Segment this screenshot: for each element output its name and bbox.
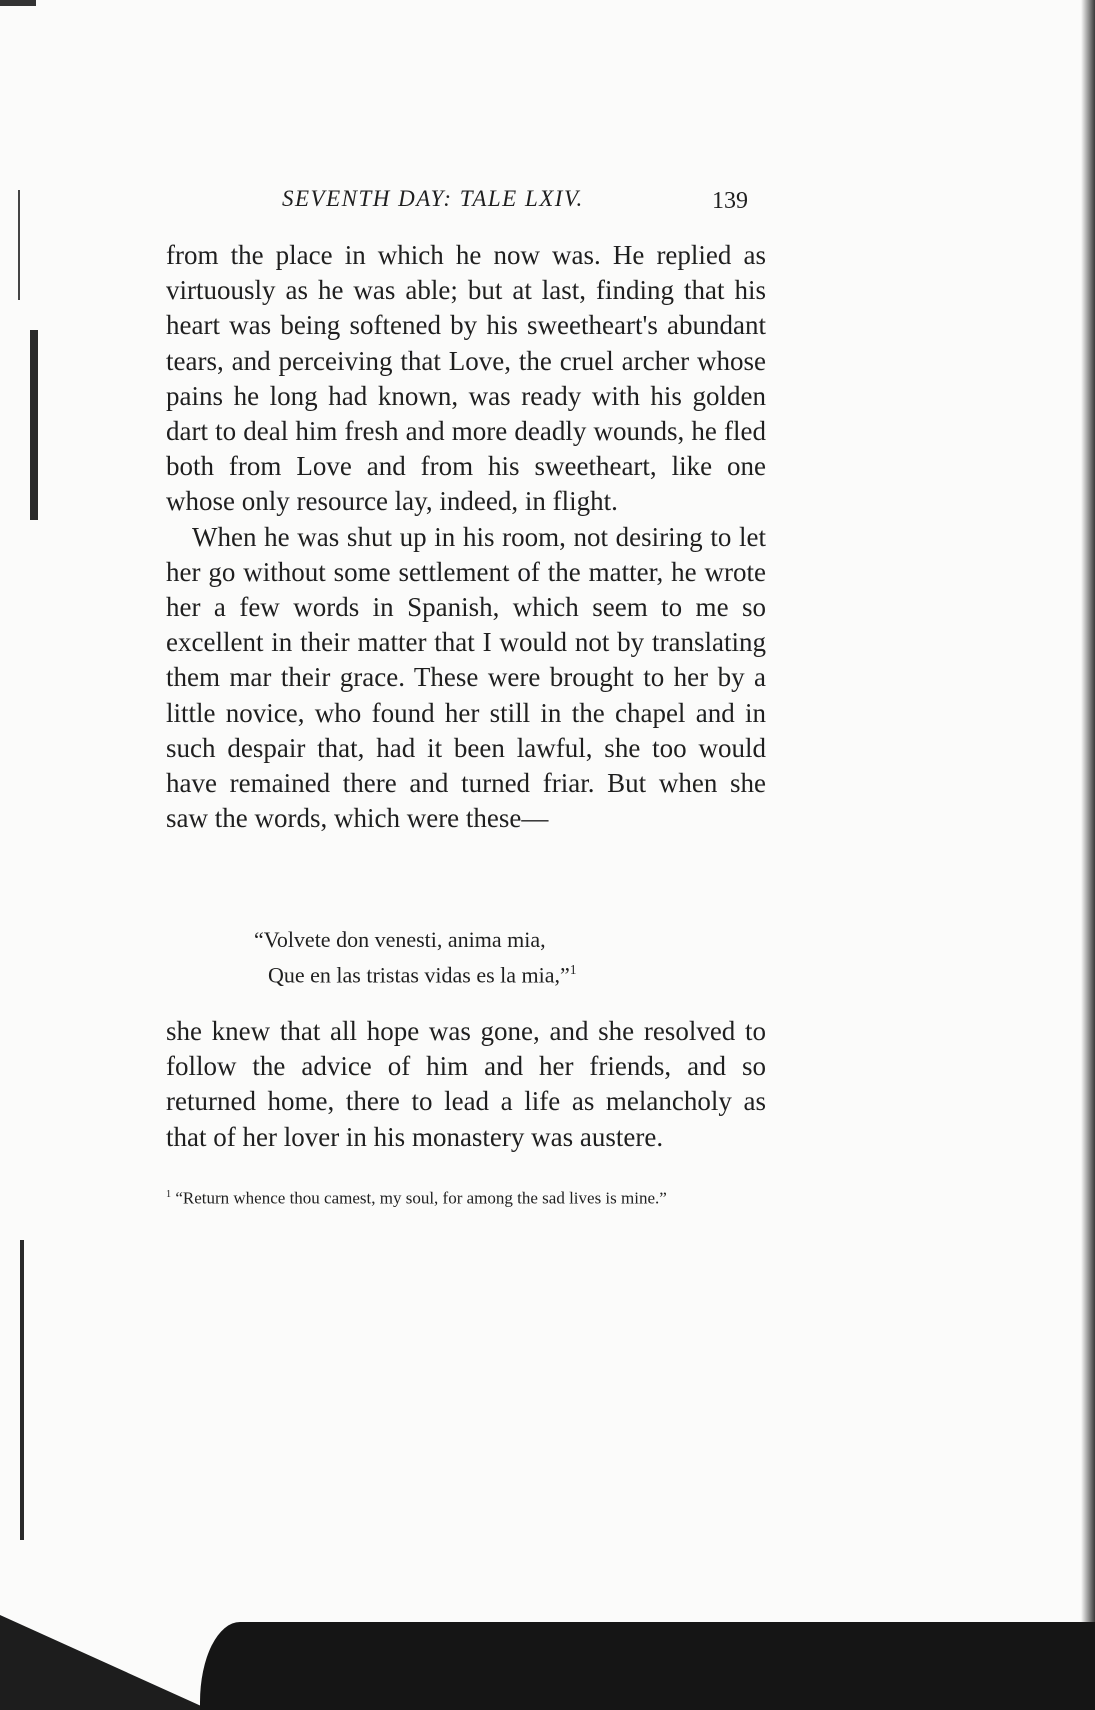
verse-line: “Volvete don venesti, anima mia,: [254, 927, 546, 952]
scan-edge-mark: [0, 0, 36, 6]
scan-right-edge: [1081, 0, 1095, 1710]
paragraph: When he was shut up in his room, not desiring to let her go without some settlement of the matter, he wrote her a few words in Spanish, which seem to me so excellent in their matter that I would not by translating them mar their grace. These were brought to her by a little novice, who found her still in the chapel and in such despair that, had it been lawful, she too would have remained there and turned friar. But when she saw the words, which were these—: [166, 521, 766, 834]
running-header: [166, 182, 766, 222]
page-number: 139: [712, 188, 748, 214]
body-text: [166, 238, 766, 836]
footnote: [166, 1184, 766, 1210]
footnote-reference: 1: [569, 962, 577, 977]
verse-quote: [254, 925, 576, 990]
footnote-text: “Return whence thou camest, my soul, for among the sad lives is mine.”: [175, 1188, 667, 1208]
scan-edge-mark: [30, 330, 38, 520]
running-title: SEVENTH DAY: TALE LXIV.: [282, 186, 584, 211]
scan-shadow: [200, 1622, 1095, 1710]
paragraph: she knew that all hope was gone, and she resolved to follow the advice of him and her friends, and so returned home, there to lead a life as melancholy as that of her lover in his monastery was austere.: [166, 1016, 766, 1152]
scan-edge-mark: [18, 190, 20, 300]
footnote-marker: 1: [166, 1189, 172, 1200]
scan-shadow: [0, 1615, 210, 1710]
verse-line: Que en las tristas vidas es la mia,”$^1$: [268, 962, 577, 988]
scan-edge-mark: [20, 1240, 24, 1540]
paragraph: from the place in which he now was. He replied as virtuously as he was able; but at last, finding that his heart was being softened by his sweetheart's abundant tears, and perceiving that Love, the cruel archer whose pains he long had known, was ready with his golden dart to deal him fresh and more deadly wounds, he fled both from Love and from his sweetheart, like one whose only resource lay, indeed, in flight.: [166, 240, 766, 517]
closing-text: [166, 1014, 766, 1155]
